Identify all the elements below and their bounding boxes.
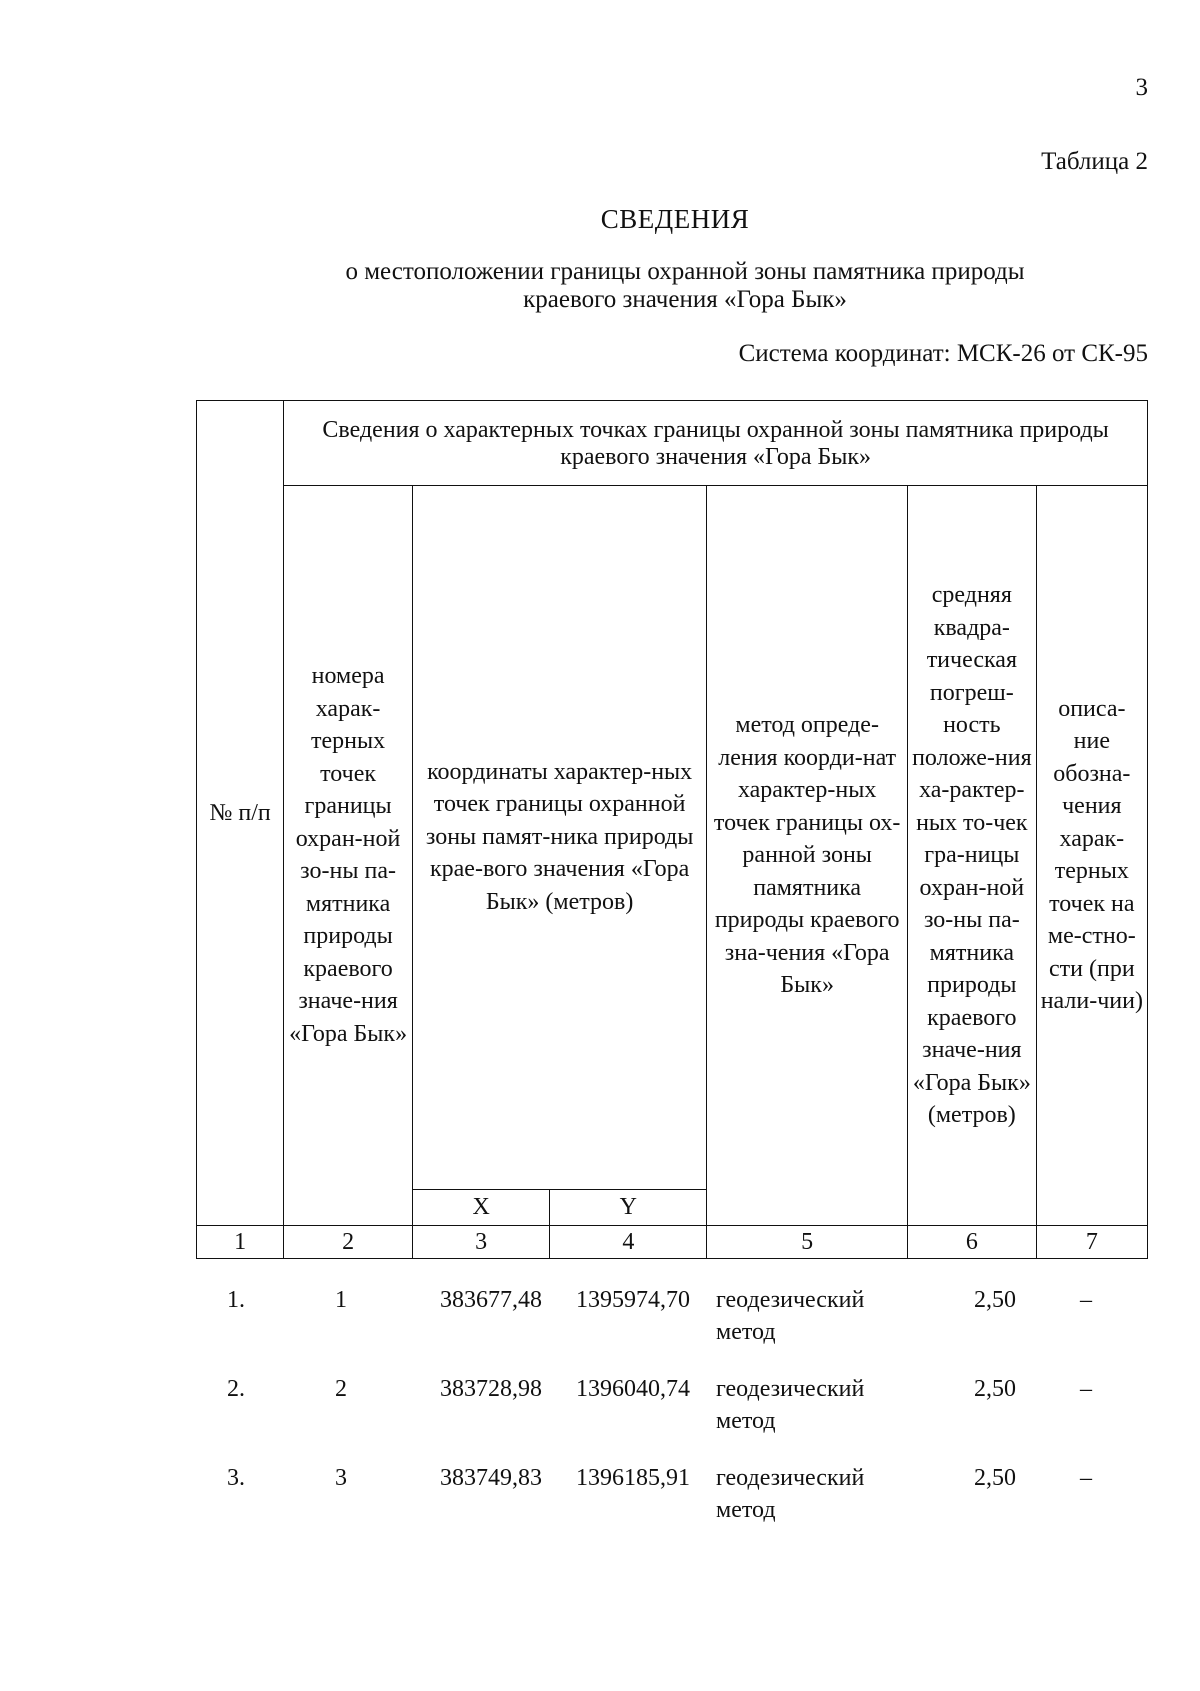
column-number-1: 1	[197, 1226, 284, 1259]
table-row	[196, 1444, 1148, 1533]
row-y: 1396185,91	[576, 1465, 690, 1491]
column-number-2: 2	[284, 1226, 413, 1259]
column-number-7: 7	[1036, 1226, 1147, 1259]
header-col-description: описа-ние обозна-чения харак-терных точек на ме-стно-сти (при нали-чии)	[1036, 485, 1147, 1226]
column-number-4: 4	[550, 1226, 707, 1259]
header-y: Y	[550, 1189, 707, 1226]
coordinates-table-body	[196, 1266, 1148, 1533]
row-error: 2,50	[974, 1287, 1016, 1313]
document-subtitle	[240, 258, 1130, 314]
header-col-error: средняя квадра-тическая погреш-ность положе-ния ха-рактер-ных то-чек гра-ницы охран-ной зо-ны па-мятника природы краевого значе-ния «Гора Бык» (метров)	[908, 485, 1037, 1226]
header-col-coordinates: координаты характер-ных точек границы охранной зоны памят-ника природы крае-вого значения «Гора Бык» (метров)	[412, 485, 706, 1189]
row-error: 2,50	[974, 1376, 1016, 1402]
row-index: 3.	[227, 1465, 245, 1491]
row-x: 383677,48	[440, 1287, 542, 1313]
row-point-number: 1	[335, 1287, 347, 1313]
row-point-number: 3	[335, 1465, 347, 1491]
row-index: 1.	[227, 1287, 245, 1313]
header-group-title: Сведения о характерных точках границы охранной зоны памятника природы краевого значения «Гора Бык»	[284, 401, 1148, 486]
row-x: 383728,98	[440, 1376, 542, 1402]
column-number-3: 3	[412, 1226, 549, 1259]
header-col-method: метод опреде-ления коорди-нат характер-ных точек границы ох-ранной зоны памятника природы краевого зна-чения «Гора Бык»	[707, 485, 908, 1226]
row-description: –	[1080, 1376, 1092, 1402]
column-number-5: 5	[707, 1226, 908, 1259]
column-number-6: 6	[908, 1226, 1037, 1259]
subtitle-line-1: о местоположении границы охранной зоны памятника природы	[345, 258, 1025, 285]
coordinate-system: Система координат: МСК-26 от СК-95	[738, 340, 1148, 367]
coordinates-table-header	[196, 400, 1148, 1259]
row-index: 2.	[227, 1376, 245, 1402]
row-description: –	[1080, 1287, 1092, 1313]
row-method: геодезический метод	[716, 1376, 865, 1434]
table-row	[196, 1266, 1148, 1355]
row-y: 1396040,74	[576, 1376, 690, 1402]
header-col-number: № п/п	[197, 401, 284, 1226]
table-label: Таблица 2	[1041, 148, 1148, 175]
row-method: геодезический метод	[716, 1287, 865, 1345]
row-error: 2,50	[974, 1465, 1016, 1491]
document-title: СВЕДЕНИЯ	[600, 204, 750, 234]
subtitle-line-2: краевого значения «Гора Бык»	[523, 286, 847, 313]
row-point-number: 2	[335, 1376, 347, 1402]
row-x: 383749,83	[440, 1465, 542, 1491]
header-x: X	[412, 1189, 549, 1226]
row-method: геодезический метод	[716, 1465, 865, 1523]
table-row	[196, 1355, 1148, 1444]
header-col-point-numbers: номера харак-терных точек границы охран-ной зо-ны па-мятника природы краевого значе-ния «Гора Бык»	[284, 485, 413, 1226]
row-y: 1395974,70	[576, 1287, 690, 1313]
page-number: 3	[1135, 74, 1148, 101]
row-description: –	[1080, 1465, 1092, 1491]
